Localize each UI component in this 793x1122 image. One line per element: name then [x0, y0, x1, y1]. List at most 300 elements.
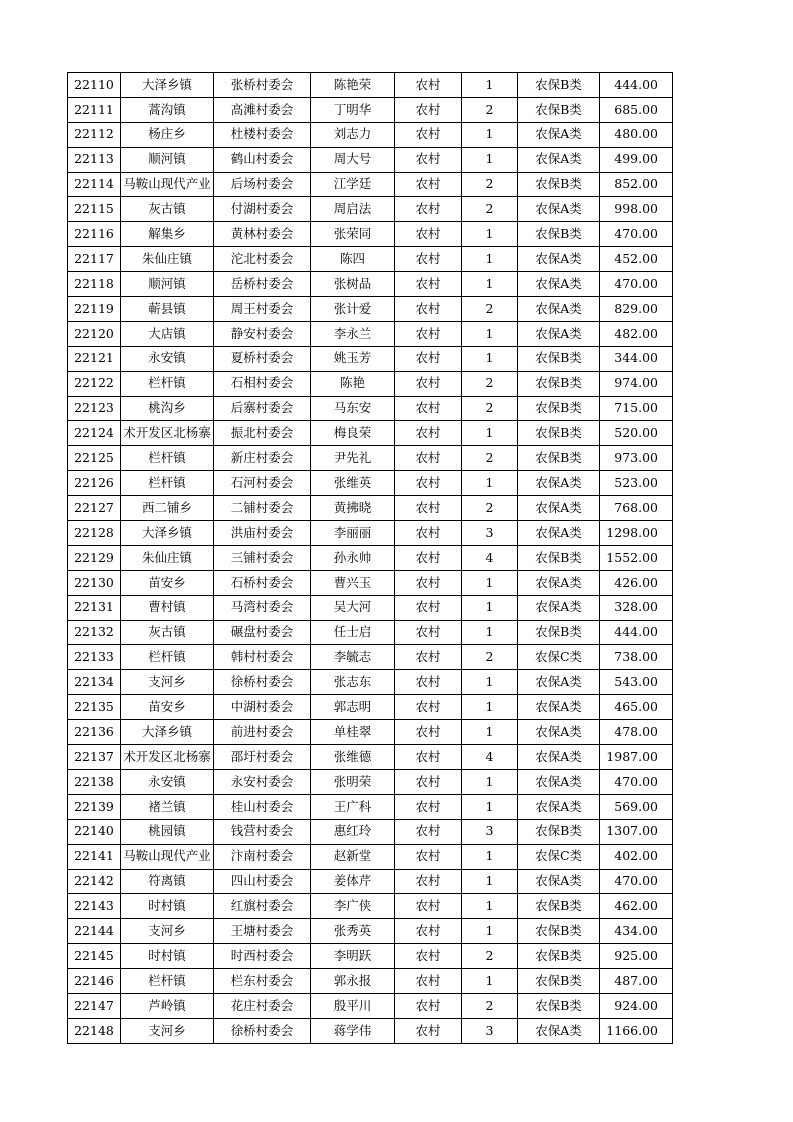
table-row [68, 993, 673, 1018]
village-committee-cell: 岳桥村委会 [214, 272, 311, 297]
table-row [68, 869, 673, 894]
town-cell: 曹村镇 [121, 595, 214, 620]
table-row [68, 272, 673, 297]
person-name-cell: 张秀英 [311, 919, 395, 944]
household-count-cell: 2 [462, 197, 518, 222]
town-cell: 朱仙庄镇 [121, 247, 214, 272]
village-committee-cell: 前进村委会 [214, 720, 311, 745]
record-id-cell: 22115 [68, 197, 121, 222]
village-committee-cell: 邵圩村委会 [214, 745, 311, 770]
town-cell: 苗安乡 [121, 570, 214, 595]
amount-cell: 465.00 [600, 695, 673, 720]
insurance-category-cell: 农保A类 [518, 794, 600, 819]
person-name-cell: 张维德 [311, 745, 395, 770]
person-name-cell: 张树品 [311, 272, 395, 297]
insurance-category-cell: 农保A类 [518, 122, 600, 147]
village-committee-cell: 马湾村委会 [214, 595, 311, 620]
area-type-cell: 农村 [395, 720, 462, 745]
town-cell: 支河乡 [121, 670, 214, 695]
village-committee-cell: 永安村委会 [214, 769, 311, 794]
area-type-cell: 农村 [395, 346, 462, 371]
insurance-category-cell: 农保B类 [518, 421, 600, 446]
household-count-cell: 2 [462, 993, 518, 1018]
insurance-category-cell: 农保B类 [518, 969, 600, 994]
village-committee-cell: 韩村村委会 [214, 645, 311, 670]
record-id-cell: 22120 [68, 321, 121, 346]
record-id-cell: 22123 [68, 396, 121, 421]
area-type-cell: 农村 [395, 97, 462, 122]
insurance-category-cell: 农保C类 [518, 844, 600, 869]
data-table [67, 72, 673, 1044]
household-count-cell: 2 [462, 645, 518, 670]
table-row [68, 595, 673, 620]
record-id-cell: 22117 [68, 247, 121, 272]
table-row [68, 645, 673, 670]
amount-cell: 487.00 [600, 969, 673, 994]
household-count-cell: 1 [462, 595, 518, 620]
area-type-cell: 农村 [395, 197, 462, 222]
record-id-cell: 22135 [68, 695, 121, 720]
insurance-category-cell: 农保B类 [518, 396, 600, 421]
insurance-category-cell: 农保A类 [518, 247, 600, 272]
insurance-category-cell: 农保B类 [518, 346, 600, 371]
record-id-cell: 22122 [68, 371, 121, 396]
record-id-cell: 22133 [68, 645, 121, 670]
person-name-cell: 姜体芹 [311, 869, 395, 894]
village-committee-cell: 二铺村委会 [214, 496, 311, 521]
household-count-cell: 1 [462, 147, 518, 172]
person-name-cell: 李丽丽 [311, 521, 395, 546]
area-type-cell: 农村 [395, 122, 462, 147]
household-count-cell: 1 [462, 844, 518, 869]
village-committee-cell: 静安村委会 [214, 321, 311, 346]
household-count-cell: 2 [462, 371, 518, 396]
record-id-cell: 22137 [68, 745, 121, 770]
household-count-cell: 1 [462, 794, 518, 819]
town-cell: 解集乡 [121, 222, 214, 247]
insurance-category-cell: 农保A类 [518, 321, 600, 346]
record-id-cell: 22124 [68, 421, 121, 446]
household-count-cell: 1 [462, 570, 518, 595]
person-name-cell: 周启法 [311, 197, 395, 222]
person-name-cell: 张维英 [311, 471, 395, 496]
amount-cell: 426.00 [600, 570, 673, 595]
town-cell: 顺河镇 [121, 272, 214, 297]
household-count-cell: 1 [462, 73, 518, 98]
area-type-cell: 农村 [395, 844, 462, 869]
table-row [68, 521, 673, 546]
town-cell: 芦岭镇 [121, 993, 214, 1018]
table-row [68, 97, 673, 122]
insurance-category-cell: 农保A类 [518, 197, 600, 222]
record-id-cell: 22127 [68, 496, 121, 521]
table-row [68, 620, 673, 645]
village-committee-cell: 四山村委会 [214, 869, 311, 894]
table-row [68, 545, 673, 570]
village-committee-cell: 周王村委会 [214, 297, 311, 322]
table-row [68, 570, 673, 595]
amount-cell: 499.00 [600, 147, 673, 172]
record-id-cell: 22141 [68, 844, 121, 869]
household-count-cell: 3 [462, 1018, 518, 1043]
insurance-category-cell: 农保A类 [518, 297, 600, 322]
amount-cell: 829.00 [600, 297, 673, 322]
area-type-cell: 农村 [395, 471, 462, 496]
village-committee-cell: 栏东村委会 [214, 969, 311, 994]
record-id-cell: 22119 [68, 297, 121, 322]
person-name-cell: 尹先礼 [311, 446, 395, 471]
amount-cell: 973.00 [600, 446, 673, 471]
insurance-category-cell: 农保A类 [518, 769, 600, 794]
amount-cell: 1987.00 [600, 745, 673, 770]
town-cell: 支河乡 [121, 919, 214, 944]
table-row [68, 695, 673, 720]
town-cell: 蒿沟镇 [121, 97, 214, 122]
village-committee-cell: 石桥村委会 [214, 570, 311, 595]
person-name-cell: 殷平川 [311, 993, 395, 1018]
household-count-cell: 3 [462, 521, 518, 546]
table-row [68, 297, 673, 322]
person-name-cell: 李永兰 [311, 321, 395, 346]
person-name-cell: 李毓志 [311, 645, 395, 670]
area-type-cell: 农村 [395, 297, 462, 322]
area-type-cell: 农村 [395, 944, 462, 969]
amount-cell: 470.00 [600, 222, 673, 247]
insurance-category-cell: 农保A类 [518, 147, 600, 172]
town-cell: 西二铺乡 [121, 496, 214, 521]
record-id-cell: 22143 [68, 894, 121, 919]
village-committee-cell: 汴南村委会 [214, 844, 311, 869]
record-id-cell: 22126 [68, 471, 121, 496]
area-type-cell: 农村 [395, 919, 462, 944]
table-row [68, 396, 673, 421]
town-cell: 时村镇 [121, 894, 214, 919]
amount-cell: 478.00 [600, 720, 673, 745]
amount-cell: 768.00 [600, 496, 673, 521]
record-id-cell: 22140 [68, 819, 121, 844]
area-type-cell: 农村 [395, 421, 462, 446]
insurance-category-cell: 农保A类 [518, 720, 600, 745]
record-id-cell: 22111 [68, 97, 121, 122]
village-committee-cell: 石河村委会 [214, 471, 311, 496]
amount-cell: 1166.00 [600, 1018, 673, 1043]
town-cell: 苗安乡 [121, 695, 214, 720]
record-id-cell: 22145 [68, 944, 121, 969]
household-count-cell: 1 [462, 695, 518, 720]
person-name-cell: 张计爱 [311, 297, 395, 322]
record-id-cell: 22129 [68, 545, 121, 570]
insurance-category-cell: 农保B类 [518, 620, 600, 645]
table-row [68, 371, 673, 396]
insurance-category-cell: 农保B类 [518, 545, 600, 570]
person-name-cell: 李明跃 [311, 944, 395, 969]
record-id-cell: 22118 [68, 272, 121, 297]
area-type-cell: 农村 [395, 496, 462, 521]
village-committee-cell: 新庄村委会 [214, 446, 311, 471]
table-row [68, 844, 673, 869]
area-type-cell: 农村 [395, 595, 462, 620]
village-committee-cell: 徐桥村委会 [214, 1018, 311, 1043]
amount-cell: 470.00 [600, 869, 673, 894]
table-row [68, 794, 673, 819]
amount-cell: 434.00 [600, 919, 673, 944]
town-cell: 蕲县镇 [121, 297, 214, 322]
table-row [68, 894, 673, 919]
insurance-category-cell: 农保B类 [518, 919, 600, 944]
insurance-category-cell: 农保B类 [518, 446, 600, 471]
household-count-cell: 4 [462, 745, 518, 770]
record-id-cell: 22130 [68, 570, 121, 595]
person-name-cell: 江学廷 [311, 172, 395, 197]
insurance-category-cell: 农保A类 [518, 1018, 600, 1043]
village-committee-cell: 杜楼村委会 [214, 122, 311, 147]
village-committee-cell: 黄林村委会 [214, 222, 311, 247]
village-committee-cell: 夏桥村委会 [214, 346, 311, 371]
area-type-cell: 农村 [395, 695, 462, 720]
town-cell: 栏杆镇 [121, 471, 214, 496]
village-committee-cell: 张桥村委会 [214, 73, 311, 98]
table-row [68, 819, 673, 844]
person-name-cell: 姚玉芳 [311, 346, 395, 371]
person-name-cell: 张志东 [311, 670, 395, 695]
record-id-cell: 22144 [68, 919, 121, 944]
amount-cell: 738.00 [600, 645, 673, 670]
amount-cell: 998.00 [600, 197, 673, 222]
household-count-cell: 2 [462, 297, 518, 322]
insurance-category-cell: 农保B类 [518, 97, 600, 122]
person-name-cell: 丁明华 [311, 97, 395, 122]
household-count-cell: 2 [462, 944, 518, 969]
area-type-cell: 农村 [395, 894, 462, 919]
amount-cell: 974.00 [600, 371, 673, 396]
town-cell: 灰古镇 [121, 620, 214, 645]
town-cell: 永安镇 [121, 769, 214, 794]
household-count-cell: 1 [462, 894, 518, 919]
insurance-category-cell: 农保A类 [518, 471, 600, 496]
insurance-category-cell: 农保A类 [518, 272, 600, 297]
village-committee-cell: 沱北村委会 [214, 247, 311, 272]
amount-cell: 715.00 [600, 396, 673, 421]
insurance-category-cell: 农保B类 [518, 371, 600, 396]
record-id-cell: 22121 [68, 346, 121, 371]
record-id-cell: 22125 [68, 446, 121, 471]
village-committee-cell: 碾盘村委会 [214, 620, 311, 645]
person-name-cell: 陈艳 [311, 371, 395, 396]
record-id-cell: 22139 [68, 794, 121, 819]
village-committee-cell: 后寨村委会 [214, 396, 311, 421]
record-id-cell: 22148 [68, 1018, 121, 1043]
household-count-cell: 1 [462, 471, 518, 496]
person-name-cell: 刘志力 [311, 122, 395, 147]
person-name-cell: 曹兴玉 [311, 570, 395, 595]
area-type-cell: 农村 [395, 993, 462, 1018]
table-body [68, 73, 673, 1044]
amount-cell: 569.00 [600, 794, 673, 819]
household-count-cell: 1 [462, 670, 518, 695]
record-id-cell: 22116 [68, 222, 121, 247]
person-name-cell: 周大号 [311, 147, 395, 172]
amount-cell: 344.00 [600, 346, 673, 371]
record-id-cell: 22138 [68, 769, 121, 794]
record-id-cell: 22132 [68, 620, 121, 645]
village-committee-cell: 石相村委会 [214, 371, 311, 396]
amount-cell: 402.00 [600, 844, 673, 869]
amount-cell: 470.00 [600, 272, 673, 297]
area-type-cell: 农村 [395, 371, 462, 396]
area-type-cell: 农村 [395, 620, 462, 645]
area-type-cell: 农村 [395, 521, 462, 546]
town-cell: 马鞍山现代产业 [121, 844, 214, 869]
table-row [68, 944, 673, 969]
town-cell: 大泽乡镇 [121, 521, 214, 546]
town-cell: 灰古镇 [121, 197, 214, 222]
household-count-cell: 1 [462, 122, 518, 147]
town-cell: 支河乡 [121, 1018, 214, 1043]
area-type-cell: 农村 [395, 969, 462, 994]
area-type-cell: 农村 [395, 645, 462, 670]
town-cell: 栏杆镇 [121, 645, 214, 670]
person-name-cell: 任士启 [311, 620, 395, 645]
village-committee-cell: 振北村委会 [214, 421, 311, 446]
village-committee-cell: 徐桥村委会 [214, 670, 311, 695]
table-row [68, 720, 673, 745]
household-count-cell: 1 [462, 969, 518, 994]
household-count-cell: 1 [462, 620, 518, 645]
record-id-cell: 22134 [68, 670, 121, 695]
village-committee-cell: 高滩村委会 [214, 97, 311, 122]
person-name-cell: 张荣同 [311, 222, 395, 247]
amount-cell: 925.00 [600, 944, 673, 969]
household-count-cell: 1 [462, 919, 518, 944]
household-count-cell: 2 [462, 172, 518, 197]
household-count-cell: 1 [462, 247, 518, 272]
household-count-cell: 2 [462, 97, 518, 122]
person-name-cell: 惠红玲 [311, 819, 395, 844]
household-count-cell: 1 [462, 272, 518, 297]
town-cell: 褚兰镇 [121, 794, 214, 819]
table-row [68, 471, 673, 496]
amount-cell: 1307.00 [600, 819, 673, 844]
person-name-cell: 郭志明 [311, 695, 395, 720]
amount-cell: 452.00 [600, 247, 673, 272]
village-committee-cell: 花庄村委会 [214, 993, 311, 1018]
table-row [68, 969, 673, 994]
area-type-cell: 农村 [395, 73, 462, 98]
household-count-cell: 2 [462, 496, 518, 521]
amount-cell: 1552.00 [600, 545, 673, 570]
person-name-cell: 梅良荣 [311, 421, 395, 446]
person-name-cell: 赵新堂 [311, 844, 395, 869]
person-name-cell: 郭永报 [311, 969, 395, 994]
person-name-cell: 孙永帅 [311, 545, 395, 570]
village-committee-cell: 钱营村委会 [214, 819, 311, 844]
town-cell: 栏杆镇 [121, 371, 214, 396]
amount-cell: 1298.00 [600, 521, 673, 546]
town-cell: 永安镇 [121, 346, 214, 371]
insurance-category-cell: 农保A类 [518, 521, 600, 546]
record-id-cell: 22110 [68, 73, 121, 98]
person-name-cell: 李广侠 [311, 894, 395, 919]
village-committee-cell: 洪庙村委会 [214, 521, 311, 546]
table-row [68, 222, 673, 247]
insurance-category-cell: 农保B类 [518, 73, 600, 98]
insurance-category-cell: 农保B类 [518, 172, 600, 197]
person-name-cell: 黄拂晓 [311, 496, 395, 521]
town-cell: 朱仙庄镇 [121, 545, 214, 570]
village-committee-cell: 中湖村委会 [214, 695, 311, 720]
town-cell: 时村镇 [121, 944, 214, 969]
town-cell: 顺河镇 [121, 147, 214, 172]
village-committee-cell: 王塘村委会 [214, 919, 311, 944]
area-type-cell: 农村 [395, 570, 462, 595]
area-type-cell: 农村 [395, 396, 462, 421]
table-row [68, 745, 673, 770]
table-row [68, 670, 673, 695]
insurance-category-cell: 农保B类 [518, 819, 600, 844]
person-name-cell: 吴大河 [311, 595, 395, 620]
insurance-category-cell: 农保A类 [518, 745, 600, 770]
town-cell: 大泽乡镇 [121, 73, 214, 98]
household-count-cell: 1 [462, 769, 518, 794]
table-row [68, 247, 673, 272]
amount-cell: 482.00 [600, 321, 673, 346]
area-type-cell: 农村 [395, 670, 462, 695]
area-type-cell: 农村 [395, 247, 462, 272]
amount-cell: 520.00 [600, 421, 673, 446]
area-type-cell: 农村 [395, 745, 462, 770]
insurance-category-cell: 农保A类 [518, 496, 600, 521]
record-id-cell: 22136 [68, 720, 121, 745]
amount-cell: 462.00 [600, 894, 673, 919]
village-committee-cell: 三铺村委会 [214, 545, 311, 570]
amount-cell: 328.00 [600, 595, 673, 620]
household-count-cell: 1 [462, 222, 518, 247]
town-cell: 大店镇 [121, 321, 214, 346]
table-row [68, 421, 673, 446]
amount-cell: 523.00 [600, 471, 673, 496]
household-count-cell: 1 [462, 346, 518, 371]
person-name-cell: 张明荣 [311, 769, 395, 794]
table-row [68, 919, 673, 944]
insurance-category-cell: 农保A类 [518, 695, 600, 720]
amount-cell: 852.00 [600, 172, 673, 197]
record-id-cell: 22147 [68, 993, 121, 1018]
table-row [68, 769, 673, 794]
village-committee-cell: 桂山村委会 [214, 794, 311, 819]
town-cell: 符离镇 [121, 869, 214, 894]
town-cell: 术开发区北杨寨 [121, 745, 214, 770]
insurance-category-cell: 农保A类 [518, 869, 600, 894]
table-row [68, 172, 673, 197]
table-row [68, 197, 673, 222]
person-name-cell: 蒋学伟 [311, 1018, 395, 1043]
area-type-cell: 农村 [395, 446, 462, 471]
village-committee-cell: 时西村委会 [214, 944, 311, 969]
town-cell: 栏杆镇 [121, 446, 214, 471]
area-type-cell: 农村 [395, 147, 462, 172]
household-count-cell: 2 [462, 446, 518, 471]
record-id-cell: 22128 [68, 521, 121, 546]
area-type-cell: 农村 [395, 321, 462, 346]
table-row [68, 1018, 673, 1043]
record-id-cell: 22131 [68, 595, 121, 620]
village-committee-cell: 鹤山村委会 [214, 147, 311, 172]
amount-cell: 543.00 [600, 670, 673, 695]
insurance-category-cell: 农保A类 [518, 670, 600, 695]
area-type-cell: 农村 [395, 172, 462, 197]
insurance-category-cell: 农保B类 [518, 993, 600, 1018]
household-count-cell: 1 [462, 321, 518, 346]
